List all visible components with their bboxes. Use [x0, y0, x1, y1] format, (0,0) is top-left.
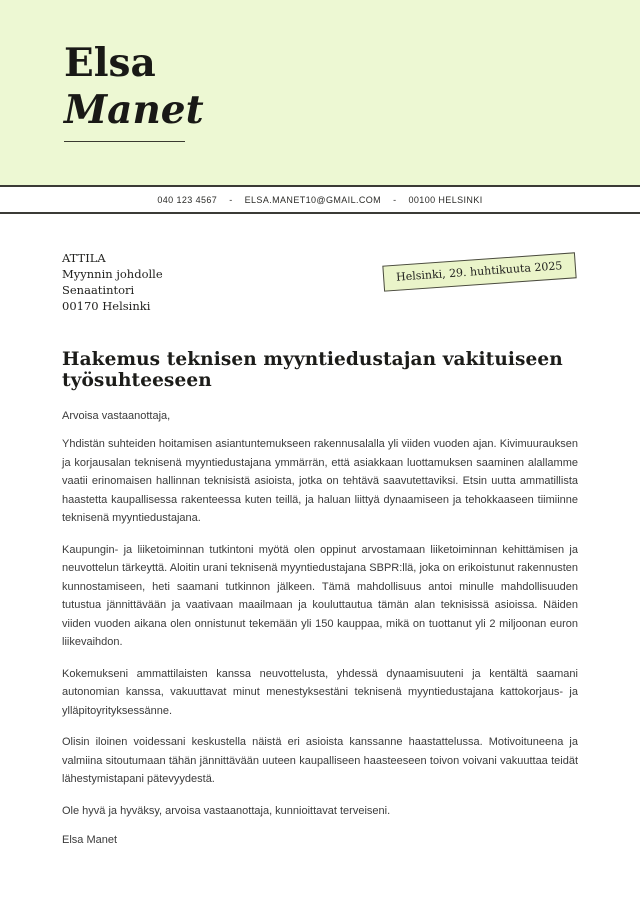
signature: Elsa Manet — [62, 834, 118, 846]
paragraph-3: Kokemukseni ammattilaisten kanssa neuvottelusta, yhdessä dynaamisuuteni ja kentältä saamani autonomian kanssa, vakuuttavat minut menestyksestäni teknisenä myyntiedustajana kattokorjaus- ja ylläpitoyrityksessänne. — [62, 667, 578, 717]
contact-email: ELSA.MANET10@GMAIL.COM — [244, 194, 382, 205]
letter-title: Hakemus teknisen myyntiedustajan vakituiseen työsuhteeseen — [62, 349, 563, 391]
contact-bar — [0, 185, 640, 214]
contact-separator: - — [229, 194, 233, 205]
recipient-line: ATTILA — [62, 251, 106, 265]
recipient-line: Myynnin johdolle — [62, 267, 163, 281]
closing-line: Ole hyvä ja hyväksy, arvoisa vastaanottaja, kunnioittavat terveiseni. — [62, 804, 391, 817]
paragraph-1: Yhdistän suhteiden hoitamisen asiantuntemukseen rakennusalalla yli viiden vuoden ajan. Kivimuurauksen ja korjausalan teknisenä myyntiedustajana ymmärrän, että asiakkaan luottamuksen saaminen alallamme vaatii erinomaisen hallinnan teknisistä asioista, jotka on tehtävä saavutettaviksi. Etsin uutta ammatillista haastetta kaupallisessa rakenteessa kuten teillä, ja haluan liittyä dynaamiseen ja tehokkaaseen tiimiinne teknisenä myyntiedustajana. — [62, 438, 578, 524]
name-underline — [64, 141, 185, 142]
paragraph-4: Olisin iloinen voidessani keskustella näistä eri asioista kanssanne haastattelussa. Motivoituneena ja valmiina sitoutumaan tähän jännittävään uuteen kaupalliseen haasteeseen toivon voivani vakuuttaa teidät lähestymistapani pätevyydestä. — [62, 736, 578, 785]
recipient-line: 00170 Helsinki — [62, 299, 151, 313]
last-name: Manet — [64, 87, 204, 133]
date-stamp-text: Helsinki, 29. huhtikuuta 2025 — [396, 259, 564, 284]
first-name: Elsa — [64, 40, 156, 86]
contact-separator: - — [393, 194, 397, 205]
contact-location: 00100 HELSINKI — [408, 194, 483, 205]
address-row — [62, 250, 578, 316]
paragraph-2: Kaupungin- ja liiketoiminnan tutkintoni myötä olen oppinut arvostamaan liiketoiminnan kehittämisen ja neuvottelun tärkeyttä. Aloitin urani teknisenä myyntiedustajana SBPR:llä, joka on erikoistunut rakennusten kunnostamiseen, heti saamani tutkinnon jälkeen. Tämä mahdollisuus antoi minulle mahdollisuuden tutustua jännittävään ja vaativaan maailmaan ja kouluttautua tämän alan teknisissä asioissa. Näiden viiden vuoden aikana olen onnistunut tekemään yli 150 kauppaa, mikä on tuottanut yli 2 miljoonan euron liikevaihdon. — [62, 543, 578, 648]
recipient-line: Senaatintori — [62, 283, 135, 297]
letterhead — [0, 0, 640, 185]
letter-body — [0, 250, 640, 846]
contact-phone: 040 123 4567 — [157, 194, 218, 205]
salutation: Arvoisa vastaanottaja, — [62, 410, 171, 422]
